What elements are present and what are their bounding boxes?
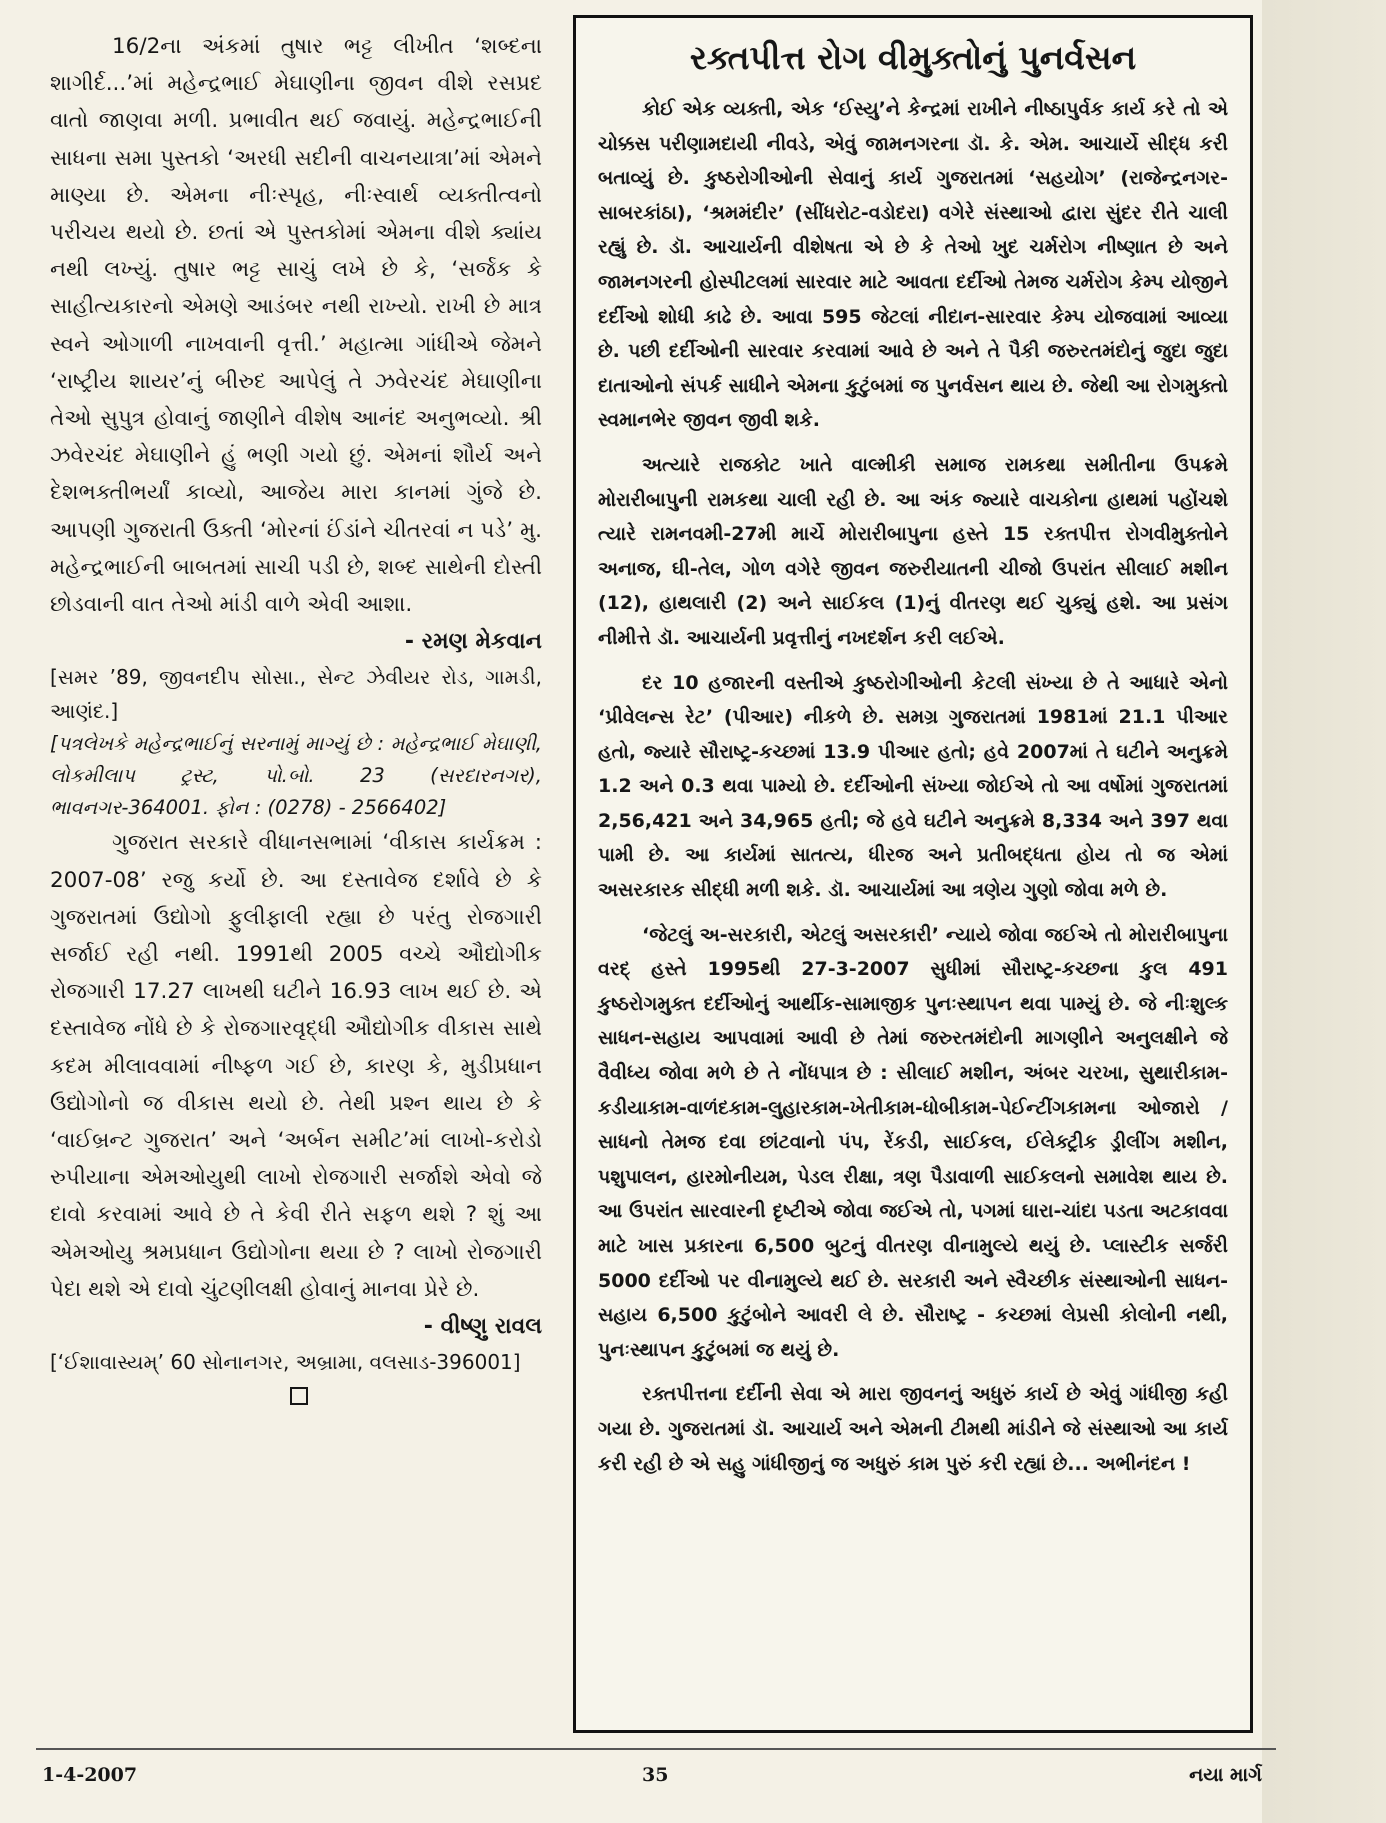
article-paragraph: અત્યારે રાજકોટ ખાતે વાલ્મીકી સમાજ રામકથા સમીતીના ઉપક્રમે મોરારીબાપુની રામકથા ચાલી રહી છે. આ અંક જ્યારે વાચકોના હાથમાં પહોંચશે ત્યારે રામનવમી-27મી માર્ચે મોરારીબાપુના હસ્તે 15 રક્તપીત્ત રોગવીમુક્તોને અનાજ, ઘી-તેલ, ગોળ વગેરે જીવન જરુરીયાતની ચીજો ઉપરાંત સીલાઈ મશીન (12), હાથલારી (2) અને સાઈકલ (1)નું વીતરણ થઈ ચુક્યું હશે. આ પ્રસંગ નીમીત્તે ડૉ. આચાર્યની પ્રવૃત્તીનું નખદર્શન કરી લઈએ. bbox=[598, 453, 1228, 649]
next-page-bleed bbox=[1262, 0, 1386, 1823]
article-paragraph: દર 10 હજારની વસ્તીએ કુષ્ઠરોગીઓની કેટલી સંખ્યા છે તે આધારે એનો ‘પ્રીવેલન્સ રેટ’ (પીઆર) નીકળે છે. સમગ્ર ગુજરાતમાં 1981માં 21.1 પીઆર હતો, જ્યારે સૌરાષ્ટ્ર-કચ્છમાં 13.9 પીઆર હતો; હવે 2007માં તે ઘટીને અનુક્રમે 1.2 અને 0.3 થવા પામ્યો છે. દર્દીઓની સંખ્યા જોઈએ તો આ વર્ષોમાં ગુજરાતમાં 2,56,421 અને 34,965 હતી; જે હવે ઘટીને અનુક્રમે 8,334 અને 397 થવા પામી છે. આ કાર્યમાં સાતત્ય, ધીરજ અને પ્રતીબદ્ધતા હોય તો જ એમાં અસરકારક સીદ્ધી મળી શકે. ડૉ. આચાર્યમાં આ ત્રણેય ગુણો જોવા મળે છે. bbox=[598, 671, 1228, 902]
letter-address: [સમર ’89, જીવનદીપ સોસા., સેન્ટ ઝેવીયર રોડ, ગામડી, આણંદ.] bbox=[50, 665, 542, 724]
page-footer bbox=[42, 1764, 1262, 1798]
issue-date: 1-4-2007 bbox=[42, 1764, 138, 1786]
letter-body: 16/2ના અંકમાં તુષાર ભટ્ટ લીખીત ‘શબ્દના શાગીર્દ...’માં મહેન્દ્રભાઈ મેઘાણીના જીવન વીશે રસપ્રદ વાતો જાણવા મળી. પ્રભાવીત થઈ જવાયું. મહેન્દ્રભાઈની સાધના સમા પુસ્તકો ‘અરધી સદીની વાચનયાત્રા’માં એમને માણ્યા છે. એમના નીઃસ્પૃહ, નીઃસ્વાર્થ વ્યક્તીત્વનો પરીચય થયો છે. છતાં એ પુસ્તકોમાં એમના વીશે ક્યાંય નથી લખ્યું. તુષાર ભટ્ટ સાચું લખે છે કે, ‘સર્જક કે સાહીત્યકારનો એમણે આડંબર નથી રાખ્યો. રાખી છે માત્ર સ્વને ઓગાળી નાખવાની વૃત્તી.’ મહાત્મા ગાંધીએ જેમને ‘રાષ્ટ્રીય શાયર’નું બીરુદ આપેલું તે ઝવેરચંદ મેઘાણીના તેઓ સુપુત્ર હોવાનું જાણીને વીશેષ આનંદ અનુભવ્યો. શ્રી ઝવેરચંદ મેઘાણીને હું ભણી ગયો છું. એમનાં શૌર્ય અને દેશભક્તીભર્યાં કાવ્યો, આજેય મારા કાનમાં ગુંજે છે. આપણી ગુજરાતી ઉક્તી ‘મોરનાં ઈંડાંને ચીતરવાં ન પડે’ મુ. મહેન્દ્રભાઈની બાબતમાં સાચી પડી છે, શબ્દ સાથેની દોસ્તી છોડવાની વાત તેઓ માંડી વાળે એવી આશા. bbox=[50, 34, 542, 618]
letter-body: ગુજરાત સરકારે વીધાનસભામાં ‘વીકાસ કાર્યક્રમ : 2007-08’ રજુ કર્યો છે. આ દસ્તાવેજ દર્શાવે છે કે ગુજરાતમાં ઉદ્યોગો ફુલીફાલી રહ્યા છે પરંતુ રોજગારી સર્જાઈ રહી નથી. 1991થી 2005 વચ્ચે ઔદ્યોગીક રોજગારી 17.27 લાખથી ઘટીને 16.93 લાખ થઈ છે. એ દસ્તાવેજ નોંધે છે કે રોજગારવૃદ્ધી ઔદ્યોગીક વીકાસ સાથે કદમ મીલાવવામાં નીષ્ફળ ગઈ છે, કારણ કે, મુડીપ્રધાન ઉદ્યોગોનો જ વીકાસ થયો છે. તેથી પ્રશ્ન થાય છે કે ‘વાઈબ્રન્ટ ગુજરાત’ અને ‘અર્બન સમીટ’માં લાખો-કરોડો રુપીયાના એમઓયુથી લાખો રોજગારી સર્જાશે એવો જે દાવો કરવામાં આવે છે તે કેવી રીતે સફળ થશે ? શું આ એમઓયુ શ્રમપ્રધાન ઉદ્યોગોના થયા છે ? લાખો રોજગારી પેદા થશે એ દાવો ચુંટણીલક્ષી હોવાનું માનવા પ્રેરે છે. bbox=[50, 830, 542, 1302]
article-paragraph: રક્તપીત્તના દર્દીની સેવા એ મારા જીવનનું અધુરું કાર્ય છે એવું ગાંધીજી કહી ગયા છે. ગુજરાતમાં ડૉ. આચાર્ય અને એમની ટીમથી માંડીને જે સંસ્થાઓ આ કાર્ય કરી રહી છે એ સહુ ગાંધીજીનું જ અધુરું કામ પુરું કરી રહ્યાં છે... અભીનંદન ! bbox=[598, 1383, 1228, 1475]
article-paragraph: ‘જેટલું અ-સરકારી, એટલું અસરકારી’ ન્યાયે જોવા જઈએ તો મોરારીબાપુના વરદ્ હસ્તે 1995થી 27-3-2007 સુધીમાં સૌરાષ્ટ્ર-કચ્છના કુલ 491 કુષ્ઠરોગમુક્ત દર્દીઓનું આર્થીક-સામાજીક પુનઃસ્થાપન થવા પામ્યું છે. જે નીઃશુલ્ક સાધન-સહાય આપવામાં આવી છે તેમાં જરુરતમંદોની માગણીને અનુલક્ષીને જે વૈવીધ્ય જોવા મળે છે તે નોંધપાત્ર છે : સીલાઈ મશીન, અંબર ચરખા, સુથારીકામ-કડીયાકામ-વાળંદકામ-લુહારકામ-ખેતીકામ-ધોબીકામ-પેઈન્ટીંગકામના ઓજારો / સાધનો તેમજ દવા છાંટવાનો પંપ, રેંકડી, સાઈકલ, ઈલેક્ટ્રીક ડ્રીલીંગ મશીન, પશુપાલન, હારમોનીયમ, પેડલ રીક્ષા, ત્રણ પૈડાવાળી સાઈકલનો સમાવેશ થાય છે. આ ઉપરાંત સારવારની દૃષ્ટીએ જોવા જઈએ તો, પગમાં ઘારા-ચાંદા પડતા અટકાવવા માટે ખાસ પ્રકારના 6,500 બુટનું વીતરણ વીનામુલ્યે થયું છે. પ્લાસ્ટીક સર્જરી 5000 દર્દીઓ પર વીનામુલ્યે થઈ છે. સરકારી અને સ્વૈચ્છીક સંસ્થાઓની સાધન-સહાય 6,500 કુટુંબોને આવરી લે છે. સૌરાષ્ટ્ર - કચ્છમાં લેપ્રસી કોલોની નથી, પુનઃસ્થાપન કુટુંબમાં જ થયું છે. bbox=[598, 923, 1228, 1361]
article-paragraph: કોઈ એક વ્યક્તી, એક ‘ઈસ્યુ’ને કેન્દ્રમાં રાખીને નીષ્ઠાપુર્વક કાર્ય કરે તો એ ચોક્કસ પરીણામદાયી નીવડે, એવું જામનગરના ડૉ. કે. એમ. આચાર્યે સીદ્ધ કરી બતાવ્યું છે. કુષ્ઠરોગીઓની સેવાનું કાર્ય ગુજરાતમાં ‘સહયોગ’ (રાજેન્દ્રનગર-સાબરકાંઠા), ‘શ્રમમંદીર’ (સીંધરોટ-વડોદરા) વગેરે સંસ્થાઓ દ્વારા સુંદર રીતે ચાલી રહ્યું છે. ડૉ. આચાર્યની વીશેષતા એ છે કે તેઓ ખુદ ચર્મરોગ નીષ્ણાત છે અને જામનગરની હોસ્પીટલમાં સારવાર માટે આવતા દર્દીઓ તેમજ ચર્મરોગ કેમ્પ યોજીને દર્દીઓ શોધી કાઢે છે. આવા 595 જેટલાં નીદાન-સારવાર કેમ્પ યોજવામાં આવ્યા છે. પછી દર્દીઓની સારવાર કરવામાં આવે છે અને તે પૈકી જરુરતમંદોનું જુદા જુદા દાતાઓનો સંપર્ક સાધીને એમના કુટુંબમાં જ પુનર્વસન થાય છે. જેથી આ રોગમુક્તો સ્વમાનભેર જીવન જીવી શકે. bbox=[598, 98, 1228, 432]
article-box bbox=[573, 15, 1253, 1733]
magazine-name: નયા માર્ગ bbox=[1189, 1764, 1262, 1786]
letters-column bbox=[50, 28, 542, 1405]
editor-note: [પત્રલેખકે મહેન્દ્રભાઈનું સરનામું માગ્યું છે : મહેન્દ્રભાઈ મેઘાણી, લોકમીલાપ ટ્રસ્ટ, પો.બો. 23 (સરદારનગર), ભાવનગર-364001. ફોન : (0278) - 2566402] bbox=[50, 732, 542, 820]
letter-signature: - વીષ્ણુ રાવલ bbox=[423, 1314, 542, 1340]
article-title: રક્તપીત્ત રોગ વીમુક્તોનું પુનર્વસન bbox=[689, 38, 1137, 77]
end-mark bbox=[290, 1387, 308, 1405]
letter-signature: - રમણ મેકવાન bbox=[404, 629, 542, 655]
letter-address: [‘ઈશાવાસ્યમ્’ 60 સોનાનગર, અબ્રામા, વલસાડ-396001] bbox=[50, 1350, 521, 1375]
footer-rule bbox=[36, 1748, 1276, 1750]
page-number: 35 bbox=[642, 1764, 669, 1786]
